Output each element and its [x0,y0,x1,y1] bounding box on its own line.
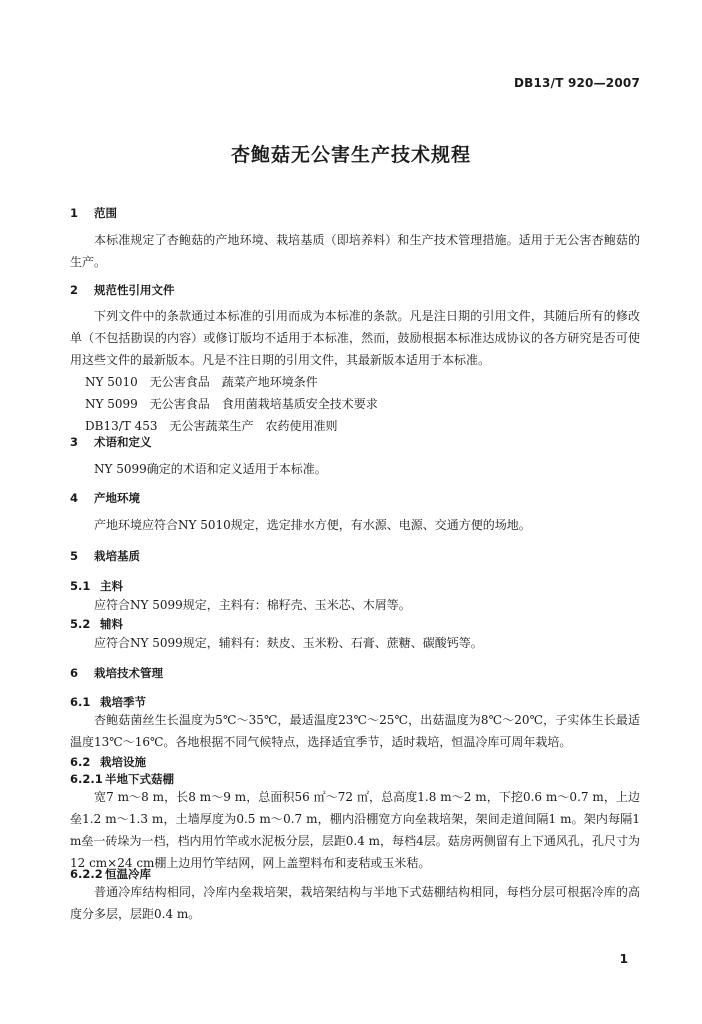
section-number: 3 [70,435,79,449]
section-number: 5.1 [70,579,91,593]
section-number: 6.1 [70,695,91,709]
reference-item: NY 5099 无公害食品 食用菌栽培基质安全技术要求 [85,397,378,411]
subsection-6-2-2-body: 普通冷库结构相同，冷库内垒栽培架，栽培架结构与半地下式菇棚结构相同，每档分层可根据冷库的高度分多层，层距0.4 m。 [70,885,640,921]
section-3-body: NY 5099确定的术语和定义适用于本标准。 [94,462,327,476]
section-heading-5 [70,548,140,564]
subsection-6-2-1-body: 宽7 m～8 m，长8 m～9 m，总面积56 ㎡～72 ㎡，总高度1.8 m～2 m，下挖0.6 m～0.7 m，上边垒1.2 m～1.3 m，土墙厚度为0.5 m～0.7 m，棚内沿棚宽方向垒栽培架，架间走道间隔1 m。架内每隔1 m垒一砖垛为一档，档内用竹竿或水泥板分层，层距0.4 m，每档4层。菇房两侧留有上下通风孔，孔尺寸为12 cm×24 cm棚上边用竹竿结网，网上盖塑料布和麦秸或玉米秸。 [70,790,640,870]
page-title: 杏鲍菇无公害生产技术规程 [230,144,471,166]
subsection-5-2-body: 应符合NY 5099规定，辅料有：麸皮、玉米粉、石膏、蔗糖、碳酸钙等。 [94,636,483,650]
section-title: 恒温冷库 [105,867,151,881]
section-title: 范围 [94,206,117,220]
subsection-6-1-body: 杏鲍菇菌丝生长温度为5℃～35℃，最适温度23℃～25℃，出菇温度为8℃～20℃，子实体生长最适温度13℃～16℃。各地根据不同气候特点，选择适宜季节，适时栽培，恒温冷库可周年栽培。 [70,713,640,749]
section-heading-6 [70,665,163,681]
section-heading-2 [70,282,175,298]
section-heading-4 [70,490,140,506]
section-title: 产地环境 [94,491,140,505]
section-number: 4 [70,491,79,505]
subsection-5-1-body: 应符合NY 5099规定，主料有：棉籽壳、玉米芯、木屑等。 [94,598,411,612]
document-number: DB13/T 920—2007 [514,76,640,90]
section-title: 栽培基质 [94,549,140,563]
section-number: 6.2.1 [70,772,103,786]
page-number: 1 [619,952,628,966]
section-title: 辅料 [100,617,123,631]
subsection-heading-6-2 [70,754,146,770]
section-title: 主料 [100,579,123,593]
section-number: 5.2 [70,617,91,631]
subsection-heading-6-2-1 [70,771,174,787]
section-title: 规范性引用文件 [94,283,175,297]
section-1-body: 本标准规定了杏鲍菇的产地环境、栽培基质（即培养料）和生产技术管理措施。适用于无公害杏鲍菇的生产。 [70,233,640,269]
section-2-body: 下列文件中的条款通过本标准的引用而成为本标准的条款。凡是注日期的引用文件，其随后所有的修改单（不包括勘误的内容）或修订版均不适用于本标准，然而，鼓励根据本标准达成协议的各方研究是否可使用这些文件的最新版本。凡是不注日期的引用文件，其最新版本适用于本标准。 [70,309,640,367]
section-number: 6.2.2 [70,867,103,881]
section-number: 1 [70,206,79,220]
reference-item: DB13/T 453 无公害蔬菜生产 农药使用准则 [85,419,338,433]
section-title: 栽培季节 [100,695,146,709]
section-heading-1 [70,205,117,221]
section-number: 6 [70,666,79,680]
reference-item: NY 5010 无公害食品 蔬菜产地环境条件 [85,375,318,389]
subsection-heading-5-2 [70,616,123,632]
subsection-heading-5-1 [70,578,123,594]
section-heading-3 [70,434,152,450]
section-title: 术语和定义 [94,435,152,449]
section-title: 栽培设施 [100,755,146,769]
subsection-heading-6-2-2 [70,866,151,882]
section-number: 6.2 [70,755,91,769]
section-title: 半地下式菇棚 [105,772,174,786]
subsection-heading-6-1 [70,694,146,710]
section-number: 2 [70,283,79,297]
section-number: 5 [70,549,79,563]
section-title: 栽培技术管理 [94,666,163,680]
section-4-body: 产地环境应符合NY 5010规定，选定排水方便，有水源、电源、交通方便的场地。 [94,518,531,532]
